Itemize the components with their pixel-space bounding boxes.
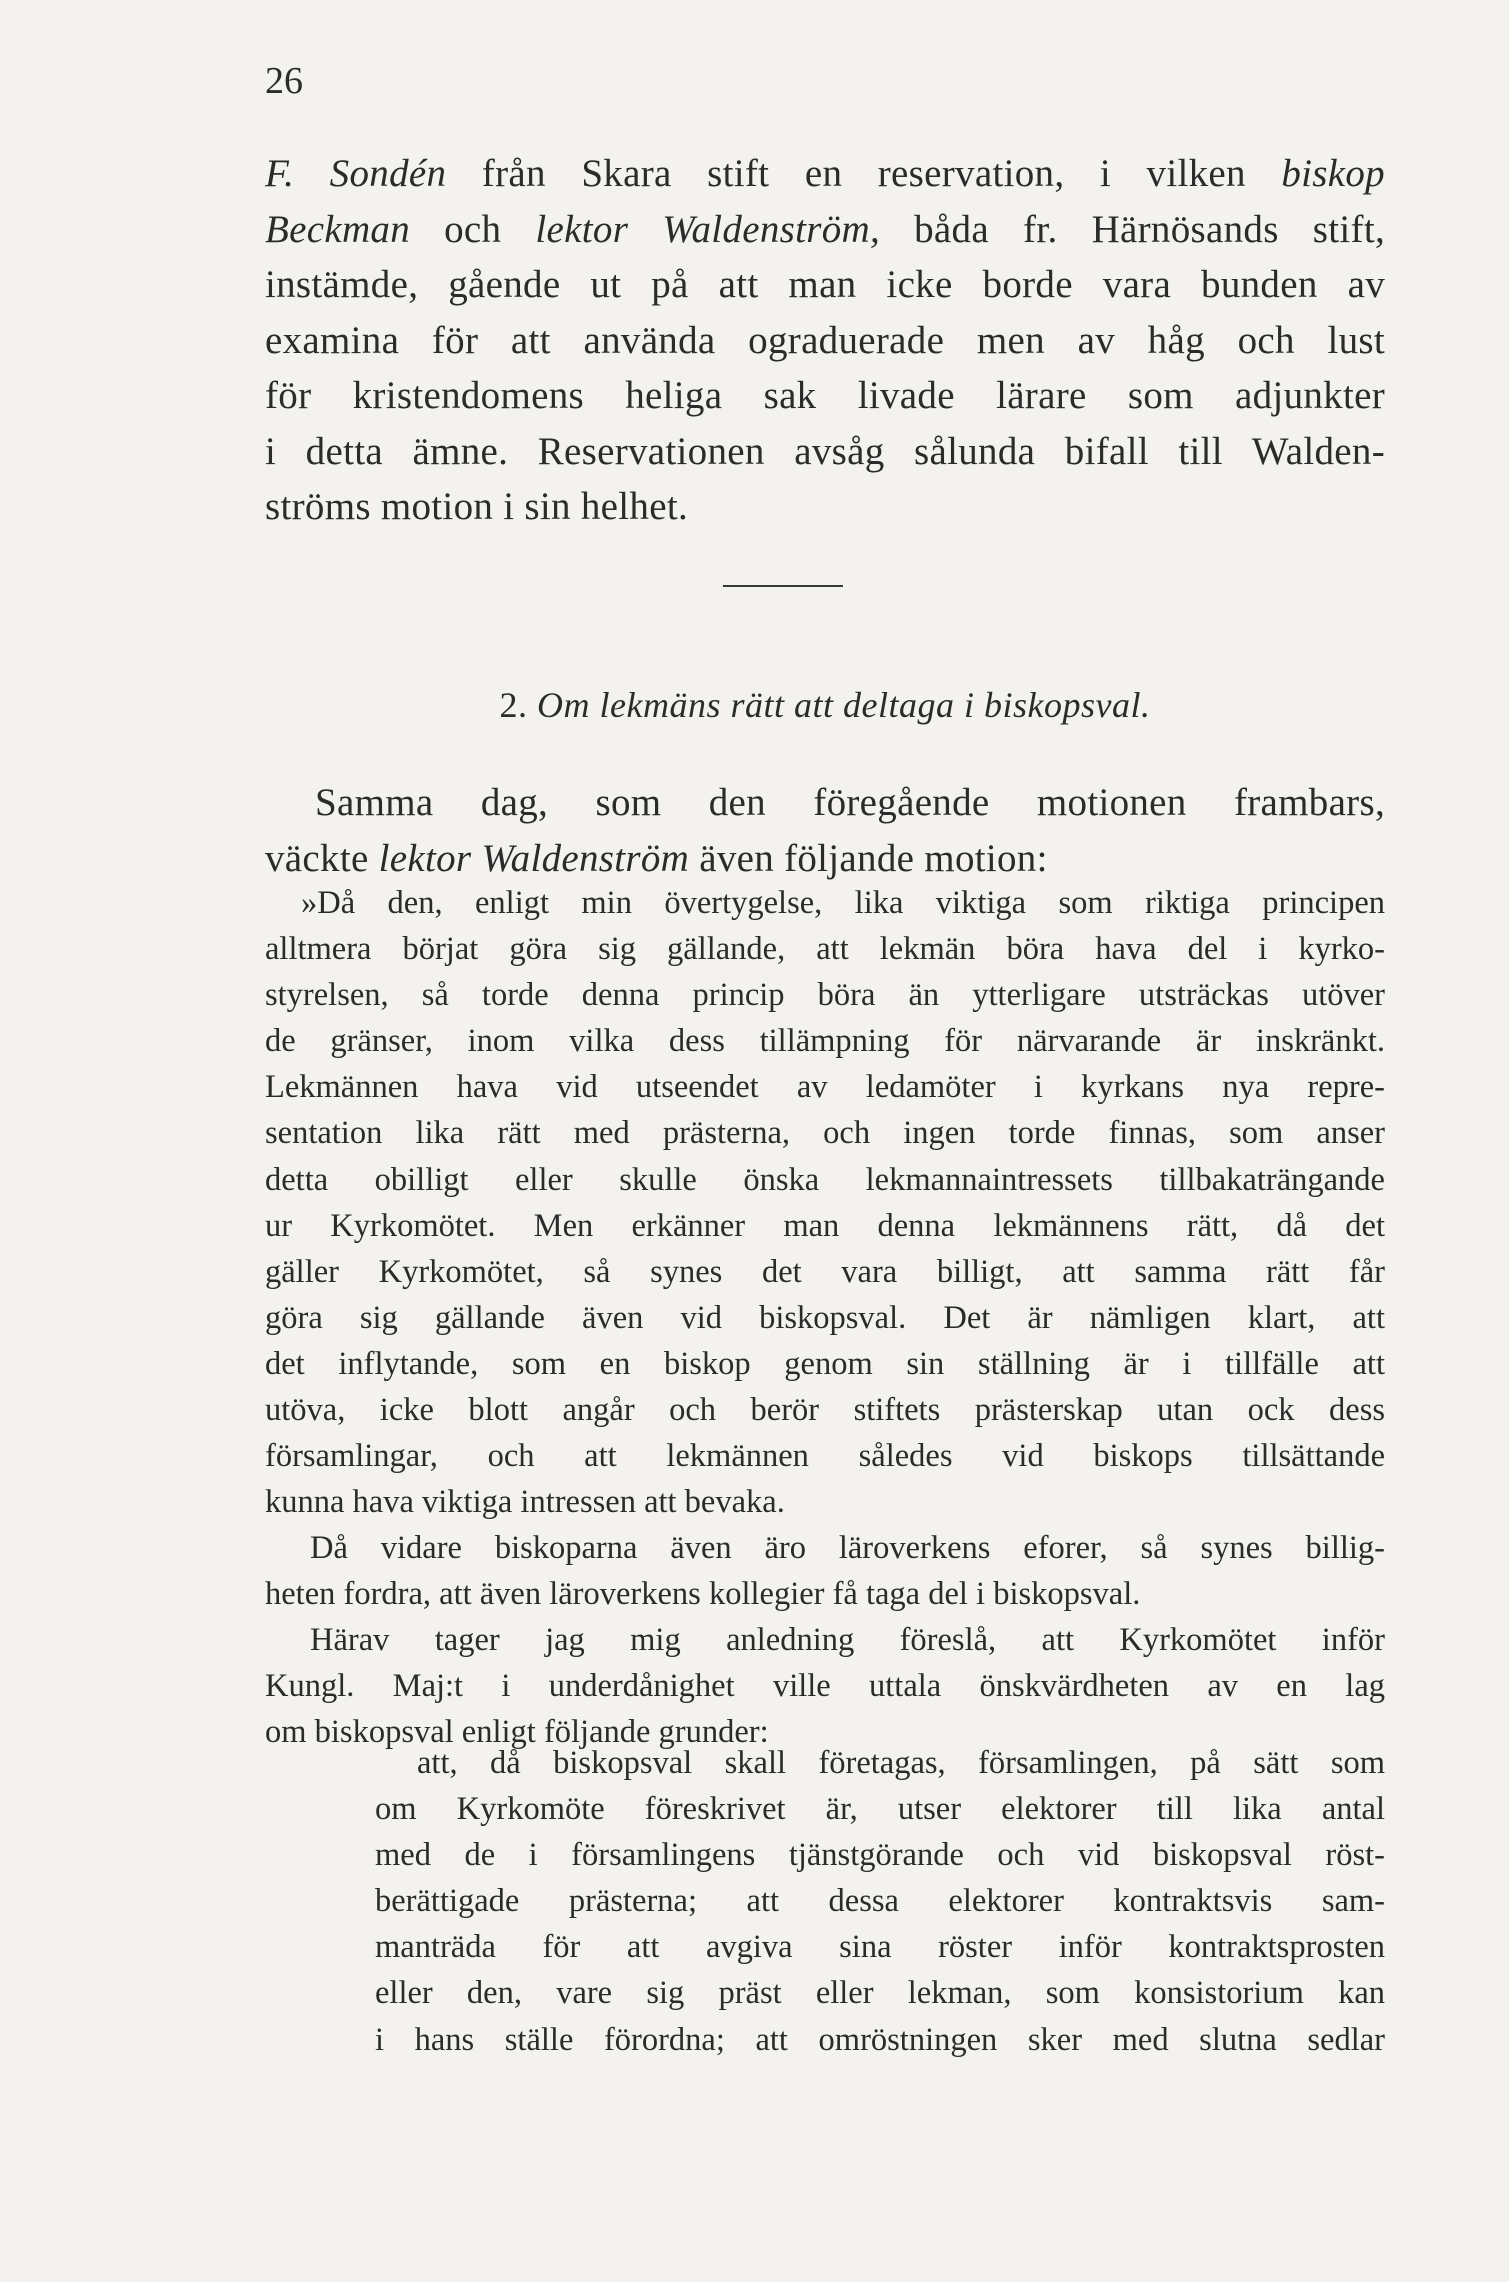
- section-number: 2.: [499, 685, 528, 725]
- text-line: ur Kyrkomötet. Men erkänner man denna lekmännens rätt, då det: [265, 1207, 1385, 1244]
- text-line: Lekmännen hava vid utseendet av ledamöter i kyrkans nya repre-: [265, 1069, 1385, 1106]
- text-line: Härav tager jag mig anledning föreslå, att Kyrkomötet inför: [310, 1622, 1385, 1658]
- quote-paragraph-4: [375, 1740, 1385, 2063]
- italic-name: biskop: [1281, 152, 1385, 195]
- text-line: alltmera börjat göra sig gällande, att lekmän böra hava del i kyrko-: [265, 931, 1385, 968]
- italic-name: Beckman: [265, 207, 411, 251]
- text-line: styrelsen, så torde denna princip böra än ytterligare utsträckas utöver: [265, 977, 1385, 1014]
- text-line: ströms motion i sin helhet.: [265, 485, 689, 528]
- page-number: 26: [265, 60, 303, 102]
- text-line: det inflytande, som en biskop genom sin ställning är i tillfälle att: [265, 1345, 1385, 1382]
- text-line: kunna hava viktiga intressen att bevaka.: [265, 1484, 785, 1521]
- paragraph-reservation: [265, 146, 1385, 535]
- paragraph-motion-intro: [265, 775, 1385, 886]
- text-line: detta obilligt eller skulle önska lekmannaintressets tillbakaträngande: [265, 1161, 1385, 1198]
- text-line: om biskopsval enligt följande grunder:: [265, 1714, 769, 1751]
- text-line: om Kyrkomöte föreskrivet är, utser elektorer till lika antal: [375, 1791, 1385, 1828]
- quote-paragraph-3: [265, 1617, 1385, 1755]
- text-line: med de i församlingens tjänstgörande och vid biskopsval röst-: [375, 1837, 1385, 1874]
- text-line: manträda för att avgiva sina röster inför kontraktsprosten: [375, 1929, 1385, 1966]
- text-line: församlingar, och att lekmännen således vid biskops tillsättande: [265, 1438, 1385, 1475]
- text-line: Då vidare biskoparna även äro läroverkens eforer, så synes billig-: [310, 1530, 1385, 1566]
- text-line: för kristendomens heliga sak livade lärare som adjunkter: [265, 374, 1385, 417]
- quote-paragraph-2: [265, 1525, 1385, 1617]
- text-line: väckte lektor Waldenström även följande motion:: [265, 836, 1048, 880]
- text-line: att, då biskopsval skall företagas, församlingen, på sätt som: [417, 1745, 1385, 1781]
- text-line: sentation lika rätt med prästerna, och ingen torde finnas, som anser: [265, 1115, 1385, 1152]
- italic-name: F. Sondén: [265, 152, 447, 195]
- text-line: Kungl. Maj:t i underdånighet ville uttala önskvärdheten av en lag: [265, 1668, 1385, 1705]
- quote-paragraph-1: [265, 880, 1385, 1525]
- text-line: F. Sondén från Skara stift en reservation, i vilken biskop: [265, 152, 1385, 195]
- text-line: gäller Kyrkomötet, så synes det vara billigt, att samma rätt får: [265, 1253, 1385, 1290]
- italic-name: lektor Waldenström: [378, 836, 690, 880]
- text-line: instämde, gående ut på att man icke borde vara bunden av: [265, 263, 1385, 306]
- text-line: examina för att använda ograduerade men av håg och lust: [265, 318, 1385, 362]
- text-line: i detta ämne. Reservationen avsåg sålunda bifall till Walden-: [265, 429, 1385, 473]
- text-line: utöva, icke blott angår och berör stiftets prästerskap utan ock dess: [265, 1392, 1385, 1429]
- text-line: eller den, vare sig präst eller lekman, som konsistorium kan: [375, 1975, 1385, 2012]
- section-separator: [723, 585, 843, 587]
- text-line: berättigade prästerna; att dessa elektorer kontraktsvis sam-: [375, 1883, 1385, 1920]
- text-line: i hans ställe förordna; att omröstningen sker med slutna sedlar: [375, 2021, 1385, 2058]
- section-title: Om lekmäns rätt att deltaga i biskopsval.: [537, 685, 1151, 725]
- italic-name: lektor Waldenström,: [535, 207, 881, 251]
- text-line: de gränser, inom vilka dess tillämpning för närvarande är inskränkt.: [265, 1023, 1385, 1060]
- text-line: Beckman och lektor Waldenström, båda fr. Härnösands stift,: [265, 207, 1386, 251]
- text-line: »Då den, enligt min övertygelse, lika viktiga som riktiga principen: [301, 885, 1385, 921]
- text-line: heten fordra, att även läroverkens kollegier få taga del i biskopsval.: [265, 1576, 1141, 1613]
- section-heading: [265, 680, 1385, 730]
- text-line: göra sig gällande även vid biskopsval. Det är nämligen klart, att: [265, 1299, 1385, 1336]
- text-line: Samma dag, som den föregående motionen frambars,: [315, 781, 1385, 824]
